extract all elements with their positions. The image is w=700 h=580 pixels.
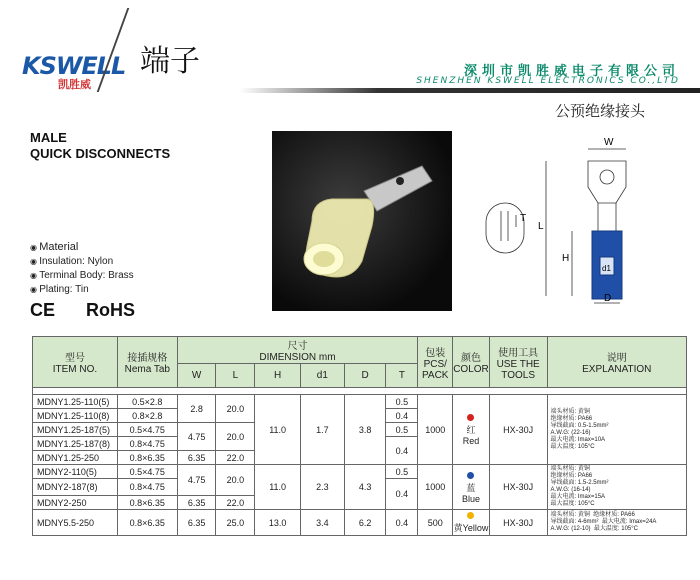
explanation <box>547 395 686 465</box>
dim-L: 22.0 <box>216 451 255 465</box>
dim-d1-label: d1 <box>602 264 611 273</box>
expl-line: 导线截面: 0.5-1.5mm² <box>550 422 609 429</box>
th-tab-en: Nema Tab <box>124 364 170 375</box>
dim-L-label: L <box>538 221 544 232</box>
th-pack-cn: 包装 <box>425 347 446 359</box>
table-row <box>33 510 687 536</box>
th-L: L <box>216 364 255 388</box>
dim-T-label: T <box>520 213 527 224</box>
th-item <box>33 337 118 388</box>
dim-H: 11.0 <box>255 465 301 510</box>
th-tools-en2: TOOLS <box>501 369 536 381</box>
th-item-en: ITEM NO. <box>52 364 98 375</box>
color-cell <box>453 395 490 465</box>
th-W: W <box>177 364 216 388</box>
expl-line: 导线截面: 4-6mm² <box>550 519 599 525</box>
expl-line-pair <box>551 526 683 533</box>
dim-W: 2.8 <box>177 395 216 423</box>
dim-L: 22.0 <box>216 496 255 510</box>
expl-line: 绝缘材质: PA66 <box>550 415 593 422</box>
material-insulation: ◉ Insulation: Nylon <box>30 255 134 269</box>
expl-line: A.W.G: (16-14) <box>550 487 591 493</box>
item-no: MDNY2-187(8) <box>33 479 118 496</box>
tab-size: 0.8×4.75 <box>117 437 177 451</box>
company-logo: KSWELL <box>22 52 126 80</box>
explanation <box>547 465 686 510</box>
color-cell <box>453 465 490 510</box>
th-tab-cn: 接插规格 <box>127 353 168 364</box>
expl-line: 导线截面: 1.5-2.5mm² <box>550 480 609 486</box>
item-no: MDNY5.5-250 <box>33 510 118 536</box>
expl-line: 端头材质: 黄铜 <box>550 408 590 415</box>
th-expl-en: EXPLANATION <box>582 364 652 375</box>
color-en: Red <box>462 436 480 446</box>
color-cn: 红 <box>466 425 476 435</box>
th-tab <box>117 337 177 388</box>
dim-L: 25.0 <box>216 510 255 536</box>
dim-W: 6.35 <box>177 496 216 510</box>
th-d1: d1 <box>301 364 345 388</box>
logo-subtitle: 凯胜威 <box>58 78 91 91</box>
pack-qty: 1000 <box>418 465 453 510</box>
dim-L: 20.0 <box>216 395 255 423</box>
th-tools-en1: USE THE <box>496 358 540 370</box>
dim-T: 0.5 <box>386 395 418 409</box>
expl-line: 绝缘材质: PA66 <box>550 473 593 479</box>
dim-T: 0.4 <box>386 510 418 536</box>
item-no: MDNY2-110(5) <box>33 465 118 479</box>
dim-T: 0.4 <box>386 437 418 465</box>
expl-line: 最大电流: Imax=10A <box>550 436 606 443</box>
tab-size: 0.8×6.35 <box>117 496 177 510</box>
th-T: T <box>386 364 418 388</box>
th-color-cn: 颜色 <box>460 353 481 364</box>
expl-line-pair <box>551 519 683 526</box>
dim-d1: 3.4 <box>301 510 345 536</box>
title-line-1: MALE <box>30 130 67 145</box>
material-heading: ◉ Material <box>30 240 134 255</box>
dim-D: 4.3 <box>344 465 386 510</box>
dim-T: 0.4 <box>386 479 418 510</box>
dim-D: 3.8 <box>344 395 386 465</box>
color-cn: 蓝 <box>466 482 476 493</box>
color-en: Yellow <box>462 523 489 533</box>
item-no: MDNY1.25-187(5) <box>33 423 118 437</box>
expl-line: 最大电流: Imax=24A <box>601 519 657 525</box>
tool: HX-30J <box>489 465 547 510</box>
dim-D: 6.2 <box>344 510 386 536</box>
dim-H: 11.0 <box>255 395 301 465</box>
product-title <box>30 130 170 162</box>
explanation <box>547 510 686 536</box>
material-spec <box>30 240 134 297</box>
item-no: MDNY1.25-110(5) <box>33 395 118 409</box>
terminal-photo-image <box>272 131 452 311</box>
dim-T: 0.5 <box>386 465 418 479</box>
tab-size: 0.8×4.75 <box>117 479 177 496</box>
technical-drawing <box>464 131 682 311</box>
dim-d1: 1.7 <box>301 395 345 465</box>
th-expl-cn: 说明 <box>606 353 627 364</box>
company-name-cn: 深圳市凯胜威电子有限公司 <box>463 64 680 79</box>
color-dot-red <box>467 414 474 421</box>
ce-mark: CE <box>30 300 56 320</box>
item-no: MDNY1.25-110(8) <box>33 409 118 423</box>
dim-W-label: W <box>604 137 614 148</box>
th-D: D <box>344 364 386 388</box>
dim-H-label: H <box>562 253 570 264</box>
tab-size: 0.8×6.35 <box>117 510 177 536</box>
th-pack <box>418 337 453 388</box>
th-tools <box>489 337 547 388</box>
category-title: 端子 <box>140 44 200 79</box>
expl-line: 绝缘材质: PA66 <box>593 512 635 518</box>
th-color-en: COLOR <box>453 364 489 375</box>
dim-T: 0.5 <box>386 423 418 437</box>
expl-line: A.W.G: (12-10) <box>550 526 591 532</box>
tab-size: 0.8×2.8 <box>117 409 177 423</box>
pack-qty: 500 <box>418 510 453 536</box>
expl-line: 端头材质: 黄铜 <box>550 466 590 472</box>
dim-d1: 2.3 <box>301 465 345 510</box>
expl-line: 端头材质: 黄铜 <box>550 512 590 518</box>
expl-line: 最大温度: 105°C <box>550 501 595 507</box>
th-H: H <box>255 364 301 388</box>
expl-line: A.W.G: (22-16) <box>550 429 591 436</box>
item-no: MDNY1.25-250 <box>33 451 118 465</box>
tab-size: 0.5×4.75 <box>117 423 177 437</box>
color-dot-yellow <box>467 512 474 519</box>
title-line-2: QUICK DISCONNECTS <box>30 146 171 161</box>
dim-W: 6.35 <box>177 510 216 536</box>
color-dot-blue <box>467 472 474 479</box>
material-plating: ◉ Plating: Tin <box>30 283 134 297</box>
spec-table <box>32 336 687 536</box>
th-explanation <box>547 337 686 388</box>
th-dimension <box>177 337 418 364</box>
dim-W: 4.75 <box>177 465 216 496</box>
product-photo <box>272 131 452 311</box>
product-name-cn: 公预绝缘接头 <box>554 102 645 120</box>
rohs-mark: RoHS <box>86 300 136 320</box>
tab-size: 0.5×4.75 <box>117 465 177 479</box>
item-no: MDNY2-250 <box>33 496 118 510</box>
color-cn: 黄 <box>453 523 463 533</box>
certifications <box>30 300 161 321</box>
company-name-en: SHENZHEN KSWELL ELECTRONICS CO.,LTD <box>416 76 680 86</box>
dim-W: 6.35 <box>177 451 216 465</box>
expl-line-pair <box>551 512 683 519</box>
th-item-cn: 型号 <box>64 353 85 364</box>
table-row <box>33 465 687 479</box>
dim-H: 13.0 <box>255 510 301 536</box>
th-pack-en1: PCS/ <box>423 358 447 370</box>
material-terminal-body: ◉ Terminal Body: Brass <box>30 269 134 283</box>
dim-D-label: D <box>604 293 612 304</box>
tool: HX-30J <box>489 510 547 536</box>
dim-L: 20.0 <box>216 423 255 451</box>
tool: HX-30J <box>489 395 547 465</box>
color-en: Blue <box>461 493 480 504</box>
th-dim-en: DIMENSION mm <box>259 352 336 363</box>
th-pack-en2: PACK <box>421 369 449 381</box>
expl-line: 最大温度: 105°C <box>550 443 595 450</box>
header <box>0 0 700 96</box>
pack-qty: 1000 <box>418 395 453 465</box>
th-tools-cn: 使用工具 <box>498 347 539 359</box>
dim-W: 4.75 <box>177 423 216 451</box>
dimension-diagram <box>464 131 682 311</box>
th-dim-cn: 尺寸 <box>287 341 308 352</box>
table-row <box>33 395 687 409</box>
tab-size: 0.8×6.35 <box>117 451 177 465</box>
expl-line: 最大温度: 105°C <box>593 526 638 532</box>
color-cell <box>453 510 490 536</box>
dim-T: 0.4 <box>386 409 418 423</box>
tab-size: 0.5×2.8 <box>117 395 177 409</box>
expl-line: 最大电流: Imax=15A <box>550 494 606 500</box>
item-no: MDNY1.25-187(8) <box>33 437 118 451</box>
th-color <box>453 337 490 388</box>
header-rule <box>240 88 700 93</box>
dim-L: 20.0 <box>216 465 255 496</box>
